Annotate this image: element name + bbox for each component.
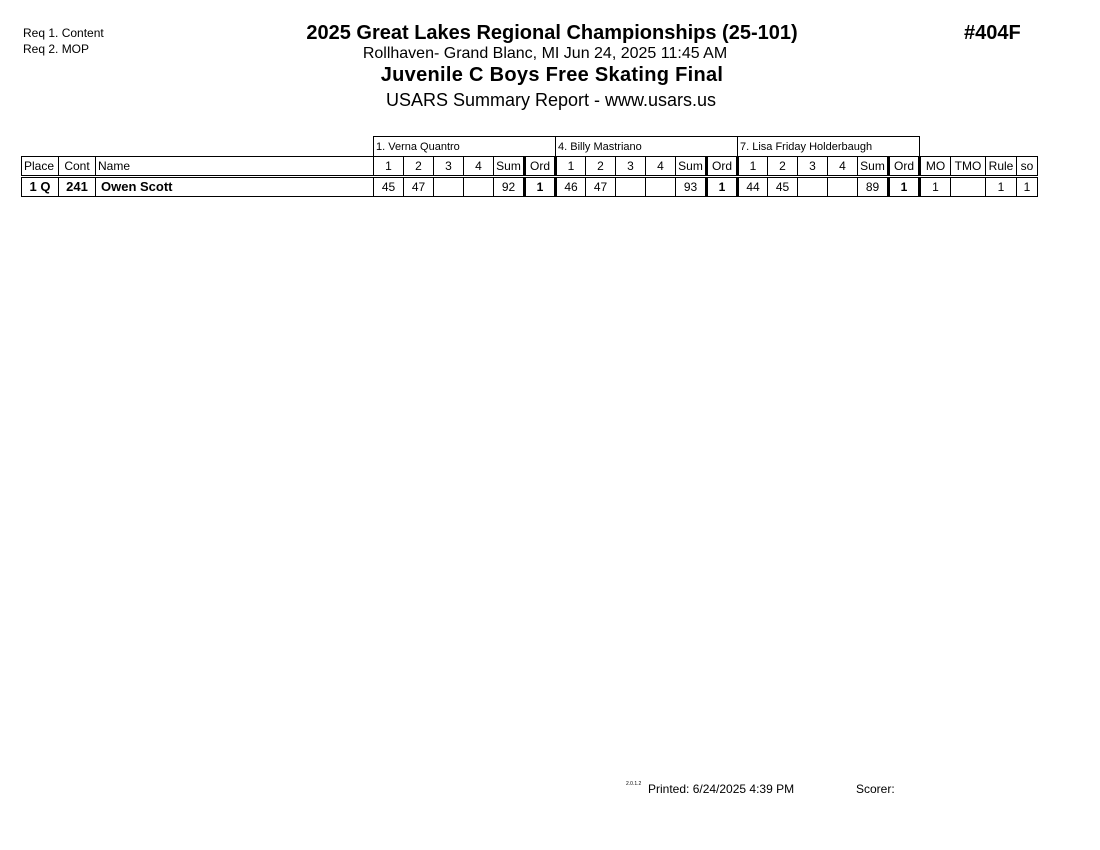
col-judge3-mark3: 3 <box>798 157 828 177</box>
row-name: Owen Scott <box>96 177 374 197</box>
row-cont: 241 <box>59 177 96 197</box>
requirement-1: Req 1. Content <box>23 26 104 40</box>
col-place: Place <box>22 157 59 177</box>
col-so: so <box>1017 157 1038 177</box>
footer-printed: Printed: 6/24/2025 4:39 PM <box>648 782 795 796</box>
col-judge2-sum: Sum <box>676 157 707 177</box>
row-place: 1 Q <box>22 177 59 197</box>
row-judge3-sum: 89 <box>858 177 889 197</box>
col-judge2-mark1: 1 <box>556 157 586 177</box>
event-title: Juvenile C Boys Free Skating Final <box>380 64 724 86</box>
table-row <box>22 177 1038 197</box>
row-judge1-sum: 92 <box>494 177 525 197</box>
row-judge2-mark3 <box>616 177 646 197</box>
footer-scorer: Scorer: <box>856 782 895 796</box>
col-judge2-mark2: 2 <box>586 157 616 177</box>
col-judge3-ord: Ord <box>889 157 920 177</box>
col-judge2-mark4: 4 <box>646 157 676 177</box>
judges-row <box>22 137 1038 157</box>
col-tmo: TMO <box>951 157 986 177</box>
col-judge3-mark2: 2 <box>768 157 798 177</box>
judge-1-name: 1. Verna Quantro <box>374 137 556 157</box>
row-rule: 1 <box>986 177 1017 197</box>
row-tmo <box>951 177 986 197</box>
col-judge1-mark2: 2 <box>404 157 434 177</box>
row-judge3-mark3 <box>798 177 828 197</box>
report-title: USARS Summary Report - www.usars.us <box>385 90 717 110</box>
row-judge3-ord: 1 <box>889 177 920 197</box>
column-header-row <box>22 157 1038 177</box>
row-judge2-mark1: 46 <box>556 177 586 197</box>
row-judge3-mark2: 45 <box>768 177 798 197</box>
row-judge1-mark4 <box>464 177 494 197</box>
judge-3-name: 7. Lisa Friday Holderbaugh <box>738 137 920 157</box>
row-judge3-mark1: 44 <box>738 177 768 197</box>
col-judge1-ord: Ord <box>525 157 556 177</box>
col-judge1-mark3: 3 <box>434 157 464 177</box>
col-judge3-mark4: 4 <box>828 157 858 177</box>
row-judge2-mark2: 47 <box>586 177 616 197</box>
row-judge3-mark4 <box>828 177 858 197</box>
col-judge3-sum: Sum <box>858 157 889 177</box>
footer-version-code: 2.0.1.2 <box>626 781 642 787</box>
event-number: #404F <box>964 22 1021 44</box>
col-judge1-mark1: 1 <box>374 157 404 177</box>
row-judge2-sum: 93 <box>676 177 707 197</box>
row-so: 1 <box>1017 177 1038 197</box>
col-judge1-mark4: 4 <box>464 157 494 177</box>
row-judge1-ord: 1 <box>525 177 556 197</box>
row-judge2-mark4 <box>646 177 676 197</box>
col-judge2-mark3: 3 <box>616 157 646 177</box>
col-judge3-mark1: 1 <box>738 157 768 177</box>
row-judge1-mark3 <box>434 177 464 197</box>
col-judge2-ord: Ord <box>707 157 738 177</box>
col-mo: MO <box>920 157 951 177</box>
summary-table <box>21 136 1038 197</box>
row-judge2-ord: 1 <box>707 177 738 197</box>
row-judge1-mark2: 47 <box>404 177 434 197</box>
col-cont: Cont <box>59 157 96 177</box>
col-judge1-sum: Sum <box>494 157 525 177</box>
requirement-2: Req 2. MOP <box>23 42 90 56</box>
row-judge1-mark1: 45 <box>374 177 404 197</box>
col-rule: Rule <box>986 157 1017 177</box>
row-mo: 1 <box>920 177 951 197</box>
col-name: Name <box>96 157 374 177</box>
judge-2-name: 4. Billy Mastriano <box>556 137 738 157</box>
championship-title: 2025 Great Lakes Regional Championships (25-101) <box>306 22 798 44</box>
location-datetime: Rollhaven- Grand Blanc, MI Jun 24, 2025 11:45 AM <box>362 45 728 62</box>
